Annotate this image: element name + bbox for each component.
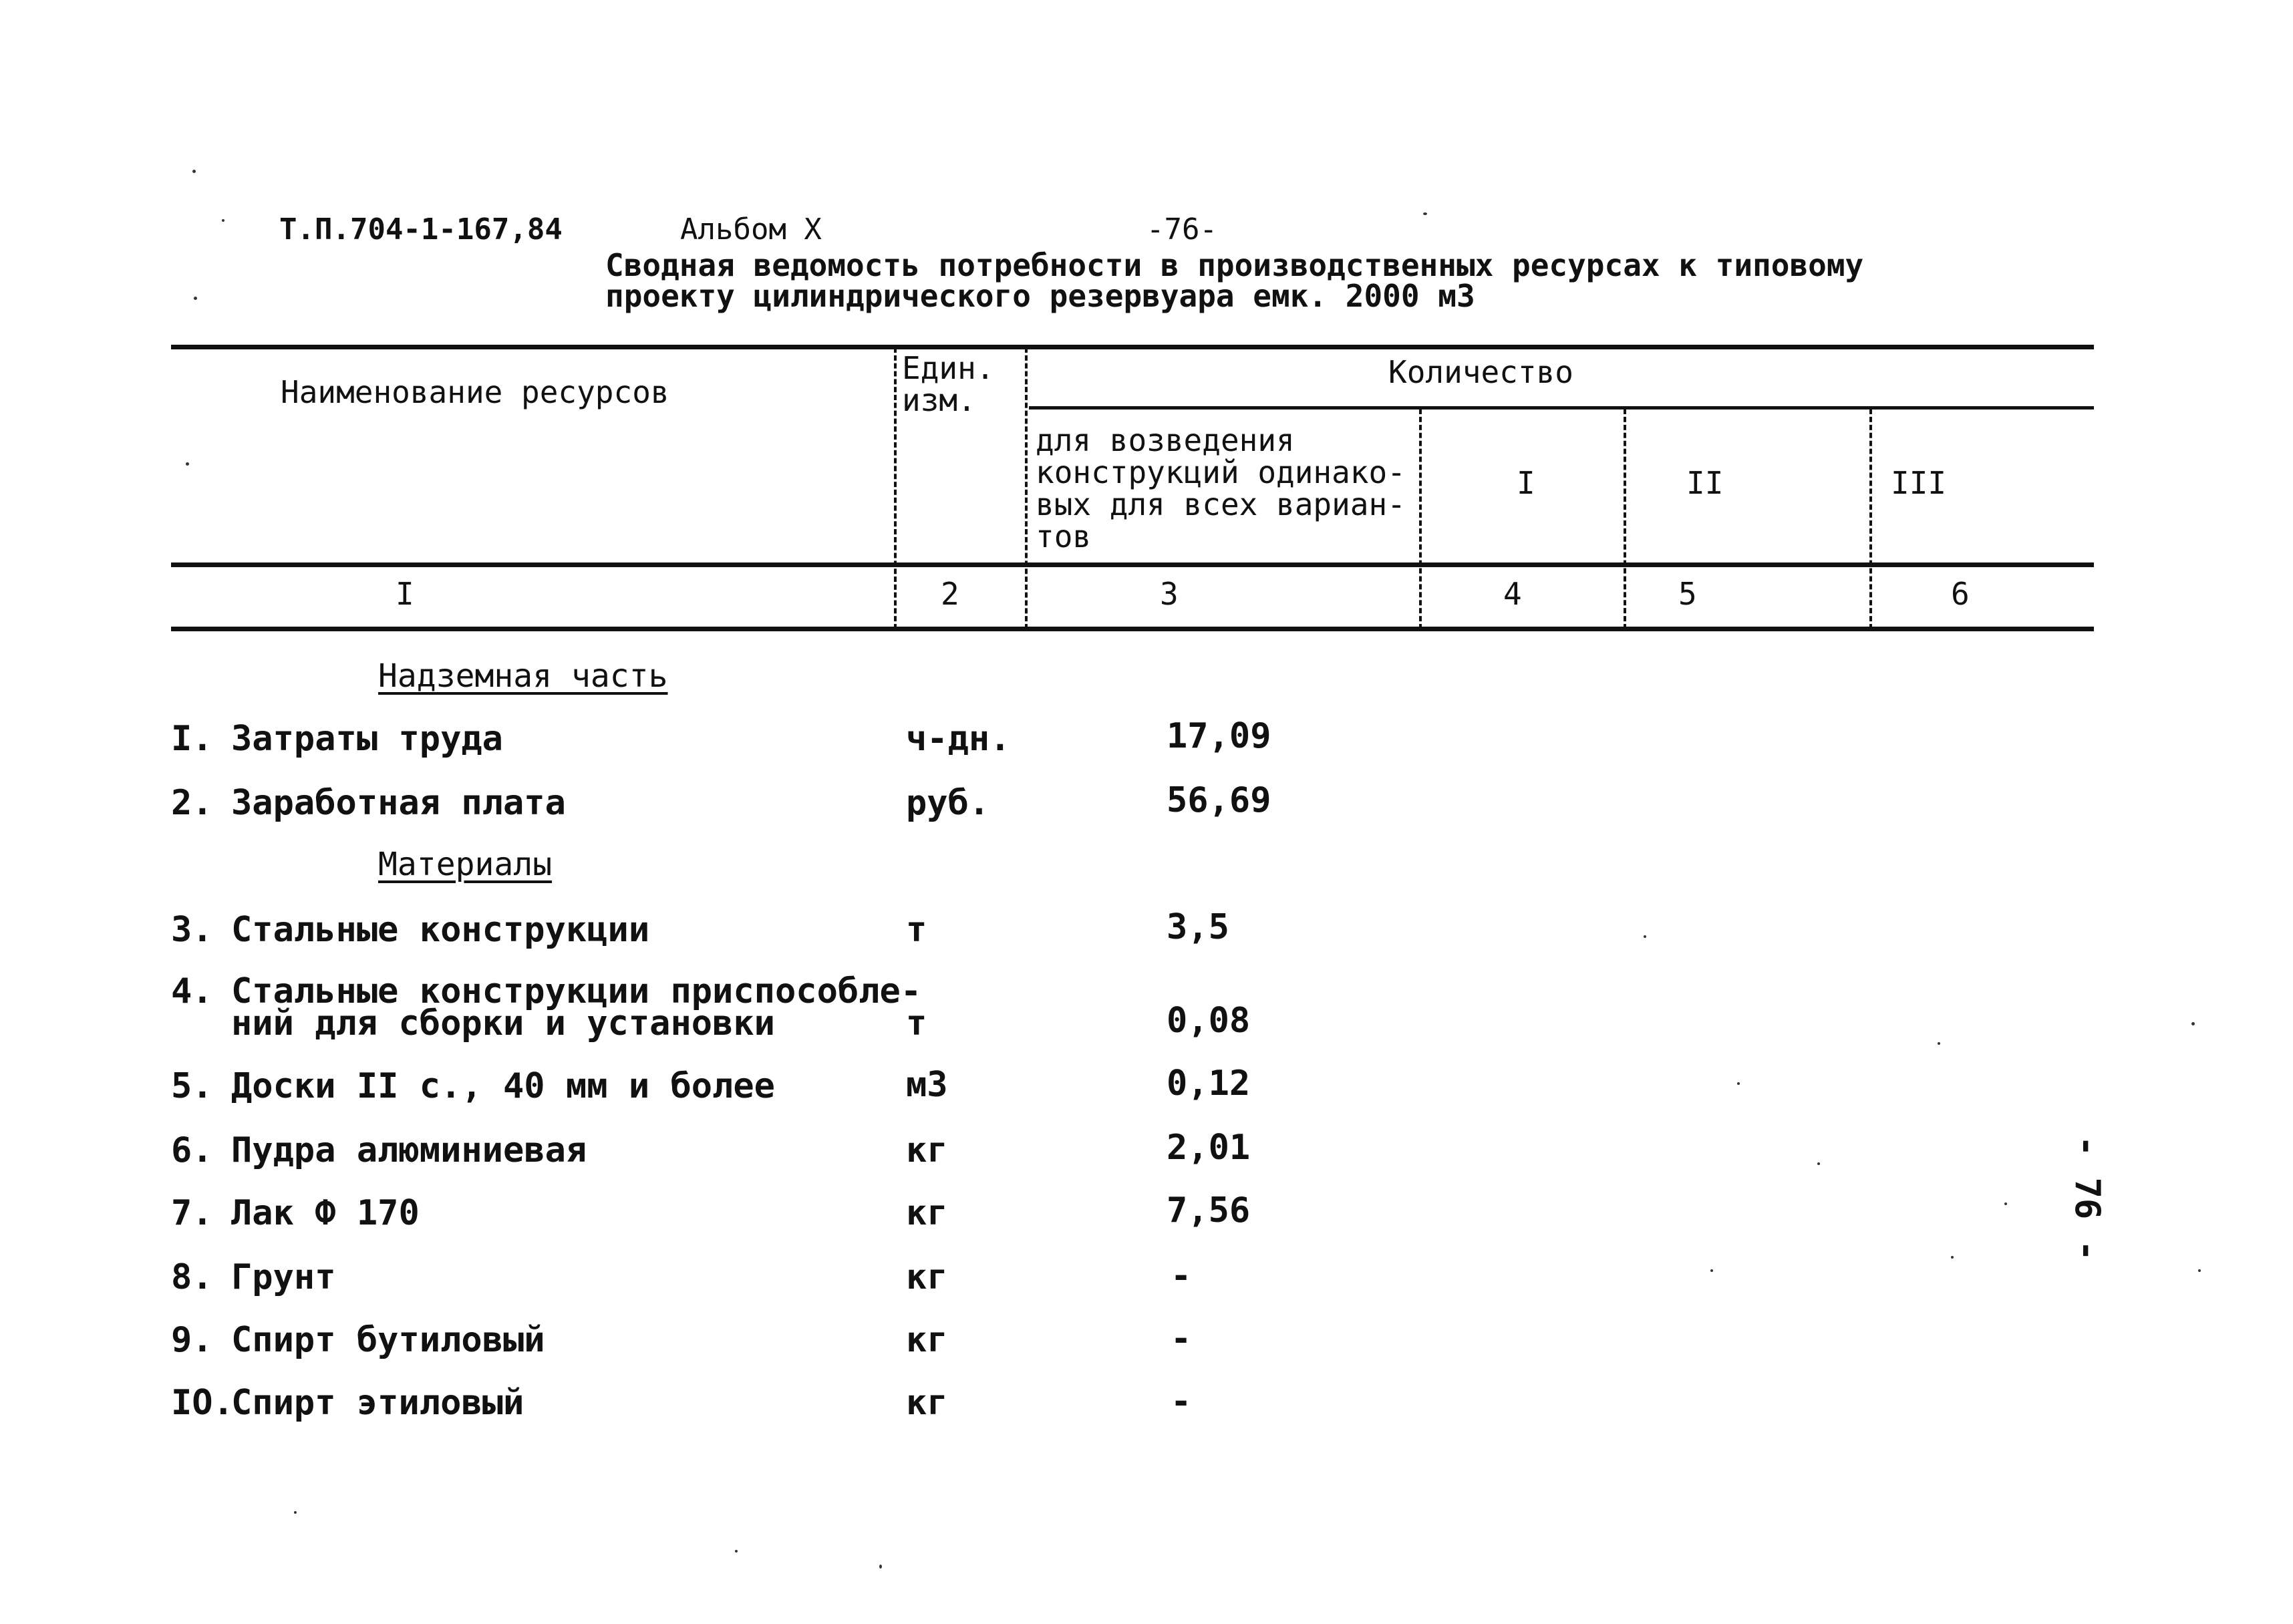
scan-speck	[1423, 212, 1427, 215]
document-code: Т.П.704-1-167,84	[279, 212, 563, 247]
column-number-5: 5	[1678, 576, 1697, 612]
header-bottom-rule	[171, 562, 2094, 567]
row-4-name-line-1: Стальные конструкции приспособле-	[231, 971, 922, 1011]
row-9-value: -	[1171, 1319, 1192, 1359]
row-8-value: -	[1171, 1256, 1192, 1296]
scan-speck	[2198, 1269, 2201, 1272]
row-5-value: 0,12	[1167, 1064, 1251, 1104]
header-common-line-4: тов	[1036, 518, 1092, 554]
column-number-2: 2	[941, 576, 959, 612]
scan-speck	[192, 170, 196, 173]
row-3-unit: т	[906, 910, 927, 950]
page-number: -76-	[1146, 212, 1217, 247]
row-7-unit: кг	[906, 1193, 948, 1233]
col-divider-v1-v2	[1624, 409, 1626, 629]
row-2-value: 56,69	[1167, 780, 1271, 820]
row-2-number: 2.	[171, 783, 213, 823]
row-6-number: 6.	[171, 1130, 213, 1170]
row-9-number: 9.	[171, 1320, 213, 1360]
row-4-number: 4.	[171, 971, 213, 1011]
row-3-number: 3.	[171, 910, 213, 950]
column-number-1: I	[396, 576, 414, 612]
scan-speck	[1644, 935, 1646, 938]
scan-speck	[2004, 1202, 2007, 1205]
row-5-unit: м3	[906, 1065, 948, 1105]
column-number-3: 3	[1160, 576, 1179, 612]
section-above-ground: Надземная часть	[378, 657, 668, 695]
quantity-subheader-rule	[1029, 406, 2094, 410]
scan-speck	[222, 219, 224, 222]
row-1-name: Затраты труда	[231, 719, 503, 759]
column-number-6: 6	[1951, 576, 1970, 612]
row-7-name: Лак Ф 170	[231, 1193, 420, 1233]
header-unit-line-1: Един.	[902, 350, 995, 386]
col-divider-common-v1	[1419, 409, 1422, 629]
col-divider-name-unit	[894, 347, 897, 629]
row-2-unit: руб.	[906, 783, 990, 823]
header-resource-name: Наименование ресурсов	[281, 374, 669, 410]
row-3-name: Стальные конструкции	[231, 910, 650, 950]
row-1-unit: ч-дн.	[906, 719, 1011, 759]
header-variant-3: III	[1891, 465, 1947, 501]
row-5-name: Доски II с., 40 мм и более	[231, 1066, 775, 1106]
row-7-number: 7.	[171, 1193, 213, 1233]
row-6-name: Пудра алюминиевая	[231, 1130, 587, 1170]
row-9-unit: кг	[906, 1320, 948, 1360]
row-3-value: 3,5	[1167, 907, 1229, 947]
row-8-name: Грунт	[231, 1257, 336, 1297]
header-common-line-1: для возведения	[1036, 422, 1295, 458]
scan-speck	[1710, 1269, 1713, 1272]
header-common-line-3: вых для всех вариан-	[1036, 486, 1406, 522]
row-4-name-line-2: ний для сборки и установки	[231, 1003, 775, 1043]
scan-speck	[879, 1565, 882, 1569]
scan-speck	[294, 1511, 297, 1514]
row-8-number: 8.	[171, 1257, 213, 1297]
row-1-number: I.	[171, 719, 213, 759]
header-variant-2: II	[1686, 465, 1724, 501]
side-page-mark: - 76 -	[2067, 1136, 2107, 1261]
scan-speck	[1951, 1256, 1954, 1259]
table-top-rule	[171, 345, 2094, 349]
row-6-unit: кг	[906, 1130, 948, 1170]
row-4-unit: т	[906, 1003, 927, 1043]
header-quantity: Количество	[1388, 354, 1573, 390]
column-number-bottom-rule	[171, 627, 2094, 631]
row-8-unit: кг	[906, 1257, 948, 1297]
row-10-name: Спирт этиловый	[231, 1383, 524, 1423]
col-divider-v2-v3	[1869, 409, 1872, 629]
scan-speck	[194, 297, 197, 300]
row-10-value: -	[1171, 1382, 1192, 1422]
header-variant-1: I	[1517, 465, 1535, 501]
col-divider-unit-common	[1025, 347, 1028, 629]
header-unit-line-2: изм.	[902, 382, 976, 418]
row-6-value: 2,01	[1167, 1128, 1251, 1168]
header-common-line-2: конструкций одинако-	[1036, 454, 1406, 490]
row-10-unit: кг	[906, 1383, 948, 1423]
scan-speck	[1938, 1042, 1940, 1045]
section-materials: Материалы	[378, 846, 553, 883]
row-4-value: 0,08	[1167, 1001, 1251, 1041]
scan-speck	[2191, 1022, 2195, 1025]
scan-speck	[1737, 1082, 1740, 1085]
row-9-name: Спирт бутиловый	[231, 1320, 545, 1360]
row-1-value: 17,09	[1167, 716, 1271, 756]
scan-speck	[186, 462, 189, 466]
scan-speck	[1817, 1162, 1820, 1165]
album-label: Альбом X	[680, 212, 822, 247]
row-5-number: 5.	[171, 1066, 213, 1106]
row-10-number: IO.	[171, 1383, 234, 1423]
row-2-name: Заработная плата	[231, 783, 566, 823]
column-number-4: 4	[1503, 576, 1522, 612]
scan-speck	[735, 1550, 738, 1553]
row-7-value: 7,56	[1167, 1190, 1251, 1231]
document-title-line-1: Сводная ведомость потребности в производственных ресурсах к типовому	[605, 247, 1864, 283]
document-title-line-2: проекту цилиндрического резервуара емк. 2000 м3	[605, 278, 1475, 314]
